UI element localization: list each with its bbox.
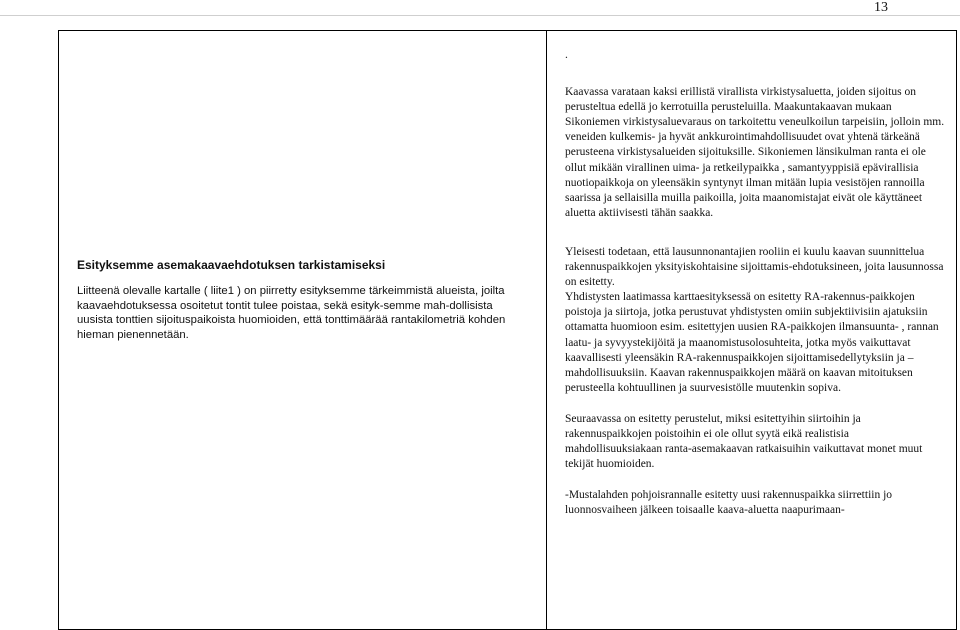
paragraph-general-statement: Yleisesti todetaan, että lausunnonantajien rooliin ei kuulu kaavan suunnittelua rakennuspaikkojen yksityiskohtaisine sijoittamis-ehdotuksineen, joita lausunnossa on esitetty. xyxy=(565,245,944,289)
left-body-paragraph: Liitteenä olevalle kartalle ( liite1 ) on piirretty esityksemme tärkeimmistä alueista, joilta kaavaehdotuksessa osoitetut tontit tulee poistaa, sekä esityk-semme mah-dollisista uusista tonttien sijoituspaikoista huomioiden, että tonttimäärää rantakilometriä kohden hieman pienennetään. xyxy=(77,284,506,342)
page-number: 13 xyxy=(874,0,888,15)
stray-dot: . xyxy=(565,49,568,61)
paragraph-justifications: Seuraavassa on esitetty perustelut, miksi esitettyihin siirtoihin ja rakennuspaikkojen poistoihin ei ole ollut syytä eikä realistisia mahdollisuuksiakaan ranta-asemakaavan ratkaisuihin vaikuttavat monet muut tekijät huomioiden. xyxy=(565,412,923,471)
paragraph-mustalahti: -Mustalahden pohjoisrannalle esitetty uusi rakennuspaikka siirrettiin jo luonnosvaiheen jälkeen toisaalle kaava-aluetta naapurimaan- xyxy=(565,489,893,517)
section-heading: Esityksemme asemakaavaehdotuksen tarkistamiseksi xyxy=(77,258,386,272)
paragraph-map-proposal: Yhdistysten laatimassa karttaesityksessä on esitetty RA-rakennus-paikkojen poistoja ja siirtoja, jotka perustuvat yhdistysten omiin subjektiivisiin ajatuksiin ottamatta huomioon esim. esitettyjen uusien RA-paikkojen ilmansuunta- , rannan laatu- ja syvyystekijöitä ja maanomistusolosuhteita, jotka myös vaikuttavat kaavallisesti yleensäkin RA-rakennuspaikkojen sijoittamisedellytyksiin ja – mahdollisuuksiin. Kaavan rakennuspaikkojen määrä on kaavan mitoituksen perusteella kohtuullinen ja suurvesistölle muutenkin sopiva. xyxy=(565,291,939,394)
right-column xyxy=(565,48,945,518)
paragraph-recreation-areas: Kaavassa varataan kaksi erillistä virallista virkistysaluetta, joiden sijoitus on perusteltua edellä jo kerrotuilla perusteluilla. Maakuntakaavan mukaan Sikoniemen virkistysaluevaraus on tarkoitettu veneulkoilun tarpeisiin, jolloin mm. veneiden kulkemis- ja hyvät ankkurointimahdollisuudet ovat yhtenä tärkeänä perusteena virkistysalueiden sijoituksille. Sikoniemen länsikulman ranta ei ole ollut mikään virallinen uima- ja retkeilypaikka , samantyyppisiä epävirallisia nuotiopaikkoja on yleensäkin syntynyt ilman mitään lupia vesistöjen rannoilla saarissa ja sellaisilla muilla paikoilla, joita maanomistajat eivät ole käyttäneet aluetta aktiivisesti tähän saakka. xyxy=(565,86,945,219)
left-column xyxy=(77,258,517,343)
header-rule xyxy=(0,15,960,16)
column-divider xyxy=(546,30,547,630)
